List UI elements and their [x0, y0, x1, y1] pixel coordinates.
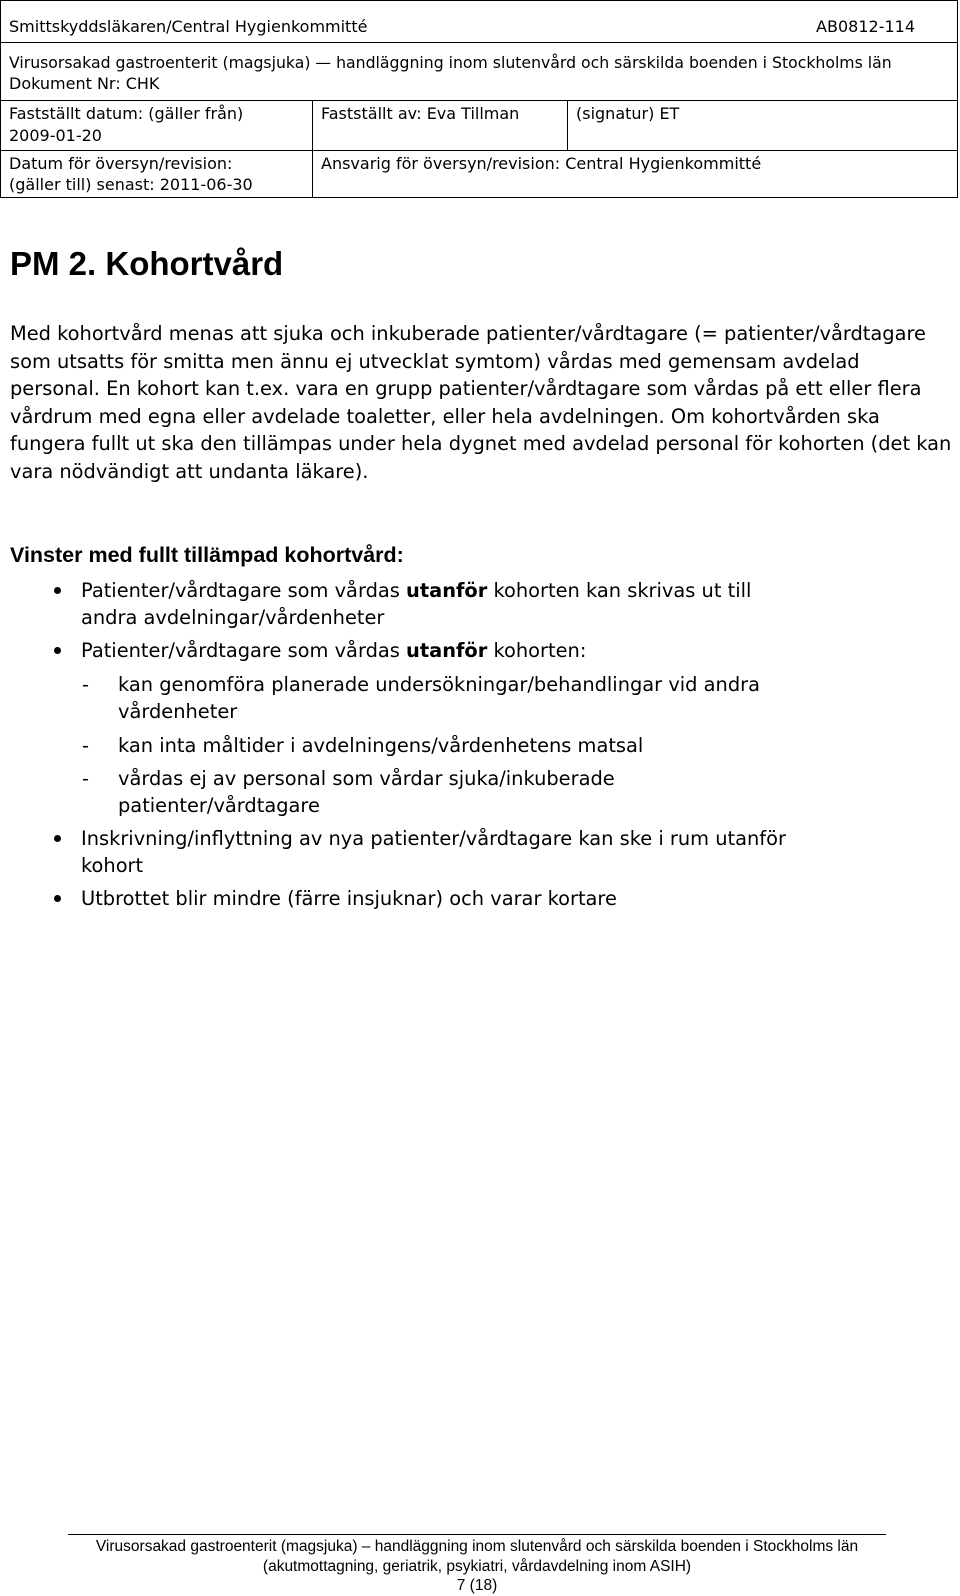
footer-title: Virusorsakad gastroenterit (magsjuka) – handläggning inom slutenvård och särskilda boenden i Stockholms län	[95, 1538, 859, 1555]
header-org: Smittskyddsläkaren/Central Hygienkommitté	[9, 17, 368, 36]
bullet-dot	[54, 835, 61, 842]
fastst-datum-label: Fastställt datum: (gäller från)	[9, 104, 244, 123]
header-row-dates	[1, 101, 957, 151]
bullet-item-4: Utbrottet blir mindre (färre insjuknar) och varar kortare	[81, 887, 617, 910]
revision-label: Datum för översyn/revision:	[9, 154, 233, 173]
sub-item-1-line1: kan genomföra planerade undersökningar/behandlingar vid andra	[118, 673, 760, 696]
benefits-heading: Vinster med fullt tillämpad kohortvård:	[10, 543, 404, 567]
bullet-2-emphasis: utanför	[406, 639, 488, 662]
fastst-datum-value: 2009-01-20	[9, 126, 102, 145]
sub-item-1-line2: vårdenheter	[118, 700, 238, 723]
sub-item-3-line1: vårdas ej av personal som vårdar sjuka/inkuberade	[118, 767, 615, 790]
bullet-item-2	[81, 637, 586, 665]
sub-item-2: kan inta måltider i avdelningens/vårdenhetens matsal	[118, 734, 644, 757]
section-title: PM 2. Kohortvård	[10, 245, 284, 282]
fastst-av: Fastställt av: Eva Tillman	[321, 104, 520, 123]
intro-paragraph: Med kohortvård menas att sjuka och inkuberade patienter/vårdtagare (= patienter/vårdtagare som utsatts för smitta men ännu ej utvecklat symtom) vårdas med gemensam avdelad personal. En kohort kan t.ex. vara en grupp patienter/vårdtagare som vårdas på ett eller flera vårdrum med egna eller avdelade toaletter, eller hela avdelningen. Om kohortvården ska fungera fullt ut ska den tillämpas under hela dygnet med avdelad personal för kohorten (det kan vara nödvändigt att undanta läkare).	[10, 322, 952, 483]
document-header	[0, 0, 958, 198]
bullet-dot	[54, 587, 61, 594]
footer-rule	[68, 1534, 886, 1535]
dash-marker: -	[82, 673, 89, 696]
bullet-2-text: Patienter/vårdtagare som vårdas	[81, 639, 407, 662]
header-doc-number: Dokument Nr: CHK	[9, 74, 160, 93]
header-row-org	[1, 1, 957, 43]
dash-marker: -	[82, 767, 89, 790]
bullet-1-text-end: kohorten kan skrivas ut till	[487, 579, 752, 602]
bullet-1-text: Patienter/vårdtagare som vårdas	[81, 579, 407, 602]
footer-subtitle: (akutmottagning, geriatrik, psykiatri, vårdavdelning inom ASIH)	[262, 1558, 692, 1575]
page-number: 7 (18)	[456, 1577, 498, 1594]
bullet-dot	[54, 895, 61, 902]
header-row-title	[1, 43, 957, 101]
dash-marker: -	[82, 734, 89, 757]
sub-item-3-line2: patienter/vårdtagare	[118, 794, 320, 817]
bullet-1-emphasis: utanför	[406, 579, 488, 602]
ansvarig: Ansvarig för översyn/revision: Central Hygienkommitté	[321, 154, 762, 173]
signatur: (signatur) ET	[576, 104, 680, 123]
bullet-item-3-line2: kohort	[81, 854, 144, 877]
bullet-item-3-line1: Inskrivning/inflyttning av nya patienter/vårdtagare kan ske i rum utanför	[81, 827, 786, 850]
header-doc-title: Virusorsakad gastroenterit (magsjuka) — handläggning inom slutenvård och särskilda boenden i Stockholms län	[9, 53, 892, 72]
bullet-1-line2: andra avdelningar/vårdenheter	[81, 606, 385, 629]
revision-value: (gäller till) senast: 2011-06-30	[9, 175, 253, 194]
bullet-item-1	[81, 577, 751, 605]
header-doc-code: AB0812-114	[816, 17, 915, 36]
bullet-2-text-end: kohorten:	[487, 639, 587, 662]
bullet-dot	[54, 647, 61, 654]
header-row-revision	[1, 151, 957, 197]
